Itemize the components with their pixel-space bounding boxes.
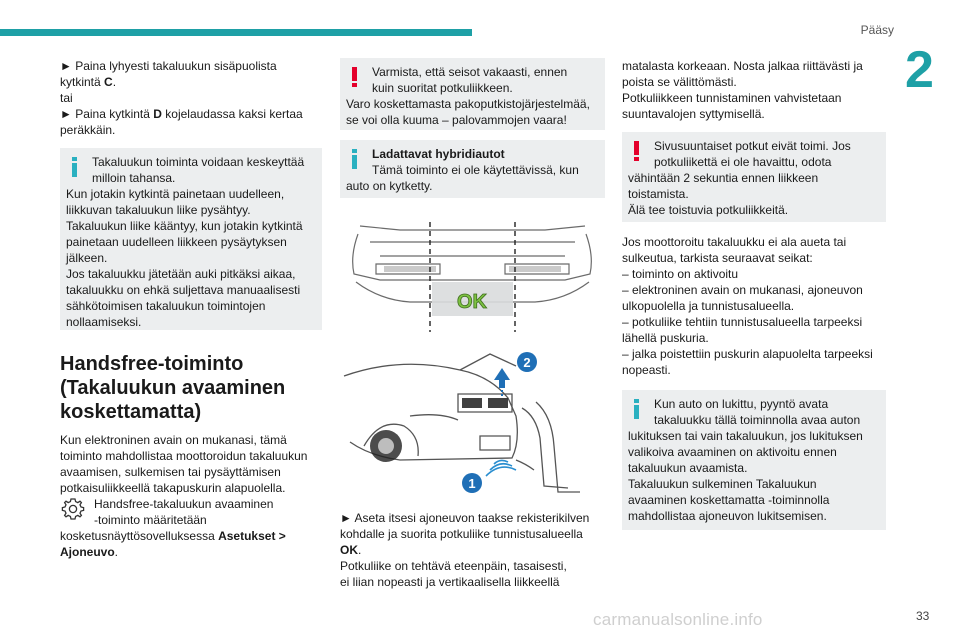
page-number: 33 xyxy=(916,609,930,623)
chapter-number: 2 xyxy=(905,41,934,99)
section-heading: Handsfree-toiminto (Takaluukun avaaminen koskettamatta) xyxy=(60,353,286,423)
section-title: Pääsy xyxy=(860,23,894,37)
watermark-text: carmanualsonline.info xyxy=(593,610,763,629)
instruction-switch-c: ► Paina lyhyesti takaluukun sisäpuolista kytkintä C. tai ► Paina kytkintä D kojelaudassa kaksi kertaa peräkkäin. xyxy=(60,59,303,137)
kick-instruction: ► Aseta itsesi ajoneuvon taakse rekisterikilven kohdalle ja suorita potkuliike tunnistusalueella OK. Potkuliike on tehtävä eteenpäin, tasaisesti, ei liian nopeasti ja vertikaalisella liikkeellä xyxy=(340,511,590,589)
info-icon xyxy=(348,149,362,169)
info-icon xyxy=(68,157,82,177)
column-2 xyxy=(340,58,605,590)
warning-icon xyxy=(630,141,644,161)
warning-box-lateral-kicks: Sivusuuntaiset potkut eivät toimi. Jos potkuliikettä ei ole havaittu, odota vähintään 2 sekuntia ennen liikkeen toistamista. Älä tee toistuvia potkuliikkeitä. xyxy=(622,132,886,222)
badge-1: 1 xyxy=(468,476,476,491)
info-box-hybrid: Ladattavat hybridiautot Tämä toiminto ei ole käytettävissä, kun auto on kytketty. xyxy=(340,140,605,198)
header-accent-bar xyxy=(0,29,472,36)
troubleshooting-list: Jos moottoroitu takaluukku ei ala aueta tai sulkeutua, tarkista seuraavat seikat: – toiminto on aktivoitu – elektroninen avain on mukanasi, ajoneuvon ulkopuolella ja tunnistusalueella. – potkuliike tehtiin tunnistusalueella tarpeeksi lähellä puskuria. – jalka poistettiin puskurin alapuolelta tarpeeksi nopeasti. xyxy=(622,235,873,377)
info-box-locked-car: Kun auto on lukittu, pyyntö avata takaluukku tällä toiminnolla avaa auton lukituksen tai vain takaluukun, jos lukituksen valikoiva avaaminen on aktivoitu ennen takaluukun avaamista. Takaluukun sulkeminen Takaluukun avaaminen koskettamatta -toiminnolla mahdollistaa ajoneuvon lukitsemisen. xyxy=(622,390,886,530)
badge-2: 2 xyxy=(523,355,531,370)
bumper-detection-illustration xyxy=(340,216,605,336)
column-1 xyxy=(60,58,322,560)
settings-gear-icon xyxy=(60,496,86,522)
ok-label: OK xyxy=(457,291,487,313)
settings-note: Handsfree-takaluukun avaaminen -toiminto määritetään kosketusnäyttösovelluksessa Asetukset > Ajoneuvo. xyxy=(60,497,286,559)
info-icon xyxy=(630,399,644,419)
kick-gesture-illustration xyxy=(340,346,605,498)
kick-continuation: matalasta korkeaan. Nosta jalkaa riittävästi ja poista se välittömästi. Potkuliikkeen tunnistaminen vahvistetaan suuntavalojen syttymisellä. xyxy=(622,59,863,121)
handsfree-description: Kun elektroninen avain on mukanasi, tämä toiminto mahdollistaa moottoroidun takaluukun avaamisen, sulkemisen tai pysäyttämisen potkaisuliikkeellä takapuskurin alapuolella. xyxy=(60,433,308,495)
info-box-interrupt: Takaluukun toiminta voidaan keskeyttää milloin tahansa. Kun jotakin kytkintä painetaan uudelleen, liikkuvan takaluukun liike pysähtyy. Takaluukun liike kääntyy, kun jotakin kytkintä painetaan uudelleen liikkeen pysäytyksen jälkeen. Jos takaluukku jätetään auki pitkäksi aikaa, takaluukku on ehkä suljettava manuaalisesti sähkötoimisen takaluukun toimintojen nollaamiseksi. xyxy=(60,148,322,330)
column-3 xyxy=(622,58,886,530)
warning-icon xyxy=(348,67,362,87)
warning-box-stability: Varmista, että seisot vakaasti, ennen kuin suoritat potkuliikkeen. Varo koskettamasta pakoputkistojärjestelmää, se voi olla kuuma – palovammojen vaara! xyxy=(340,58,605,130)
